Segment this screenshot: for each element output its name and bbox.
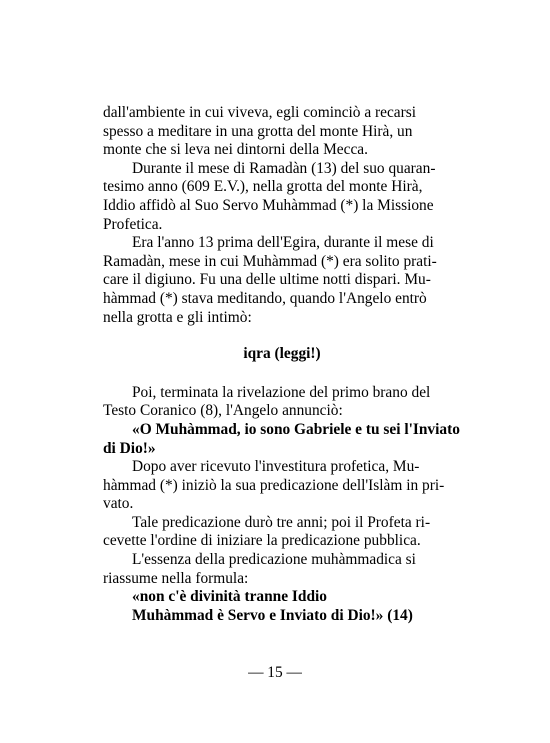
text-line: Testo Coranico (8), l'Angelo annunciò:: [103, 402, 343, 420]
quote-gabriele: [103, 421, 461, 458]
text-line: Durante il mese di Ramadàn (13) del suo quaran-: [132, 159, 436, 177]
text-line: spesso a meditare in una grotta del monte Hirà, un: [103, 122, 413, 140]
text-line: monte che si leva nei dintorni della Mecca.: [103, 141, 368, 159]
text-line: «O Muhàmmad, io sono Gabriele e tu sei l'Inviato: [132, 420, 460, 438]
text-line: Profetica.: [103, 215, 163, 233]
paragraph-rivelazione: [103, 384, 461, 421]
text-line: Ramadàn, mese in cui Muhàmmad (*) era solito prati-: [103, 252, 437, 270]
text-line: Iddio affidò al Suo Servo Muhàmmad (*) la Missione: [103, 196, 434, 214]
text-line: dall'ambiente in cui viveva, egli cominciò a recarsi: [103, 104, 417, 121]
iqra-heading: iqra (leggi!): [243, 345, 321, 363]
text-line: L'essenza della predicazione muhàmmadica si: [132, 551, 416, 569]
text-line: vato.: [103, 495, 134, 513]
formula-line: «non c'è divinità tranne Iddio: [132, 588, 327, 606]
text-line: Tale predicazione durò tre anni; poi il Profeta ri-: [132, 513, 431, 531]
text-line: di Dio!»: [103, 439, 156, 457]
formula-line: Muhàmmad è Servo e Inviato di Dio!» (14): [132, 606, 413, 624]
text-line: hàmmad (*) stava meditando, quando l'Angelo entrò: [103, 289, 427, 307]
text-line: cevette l'ordine di iniziare la predicazione pubblica.: [103, 532, 421, 550]
text-line: Dopo aver ricevuto l'investitura profetica, Mu-: [132, 458, 420, 476]
paragraph-ramadan: [103, 160, 461, 234]
paragraph-investitura: [103, 458, 461, 514]
text-line: care il digiuno. Fu una delle ultime notti dispari. Mu-: [103, 271, 431, 289]
paragraph-hira: [103, 104, 461, 160]
formula: [103, 588, 461, 625]
text-line: riassume nella formula:: [103, 569, 249, 587]
paragraph-essenza: [103, 551, 461, 588]
text-line: tesimo anno (609 E.V.), nella grotta del monte Hirà,: [103, 178, 423, 196]
text-line: Poi, terminata la rivelazione del primo brano del: [132, 383, 431, 401]
page-number: — 15 —: [248, 664, 302, 681]
paragraph-egira: [103, 234, 461, 327]
paragraph-predicazione: [103, 514, 461, 551]
body-text: [103, 104, 461, 625]
text-line: Era l'anno 13 prima dell'Egira, durante il mese di: [132, 234, 434, 252]
text-line: nella grotta e gli intimò:: [103, 308, 252, 326]
text-line: hàmmad (*) iniziò la sua predicazione dell'Islàm in pri-: [103, 476, 445, 494]
